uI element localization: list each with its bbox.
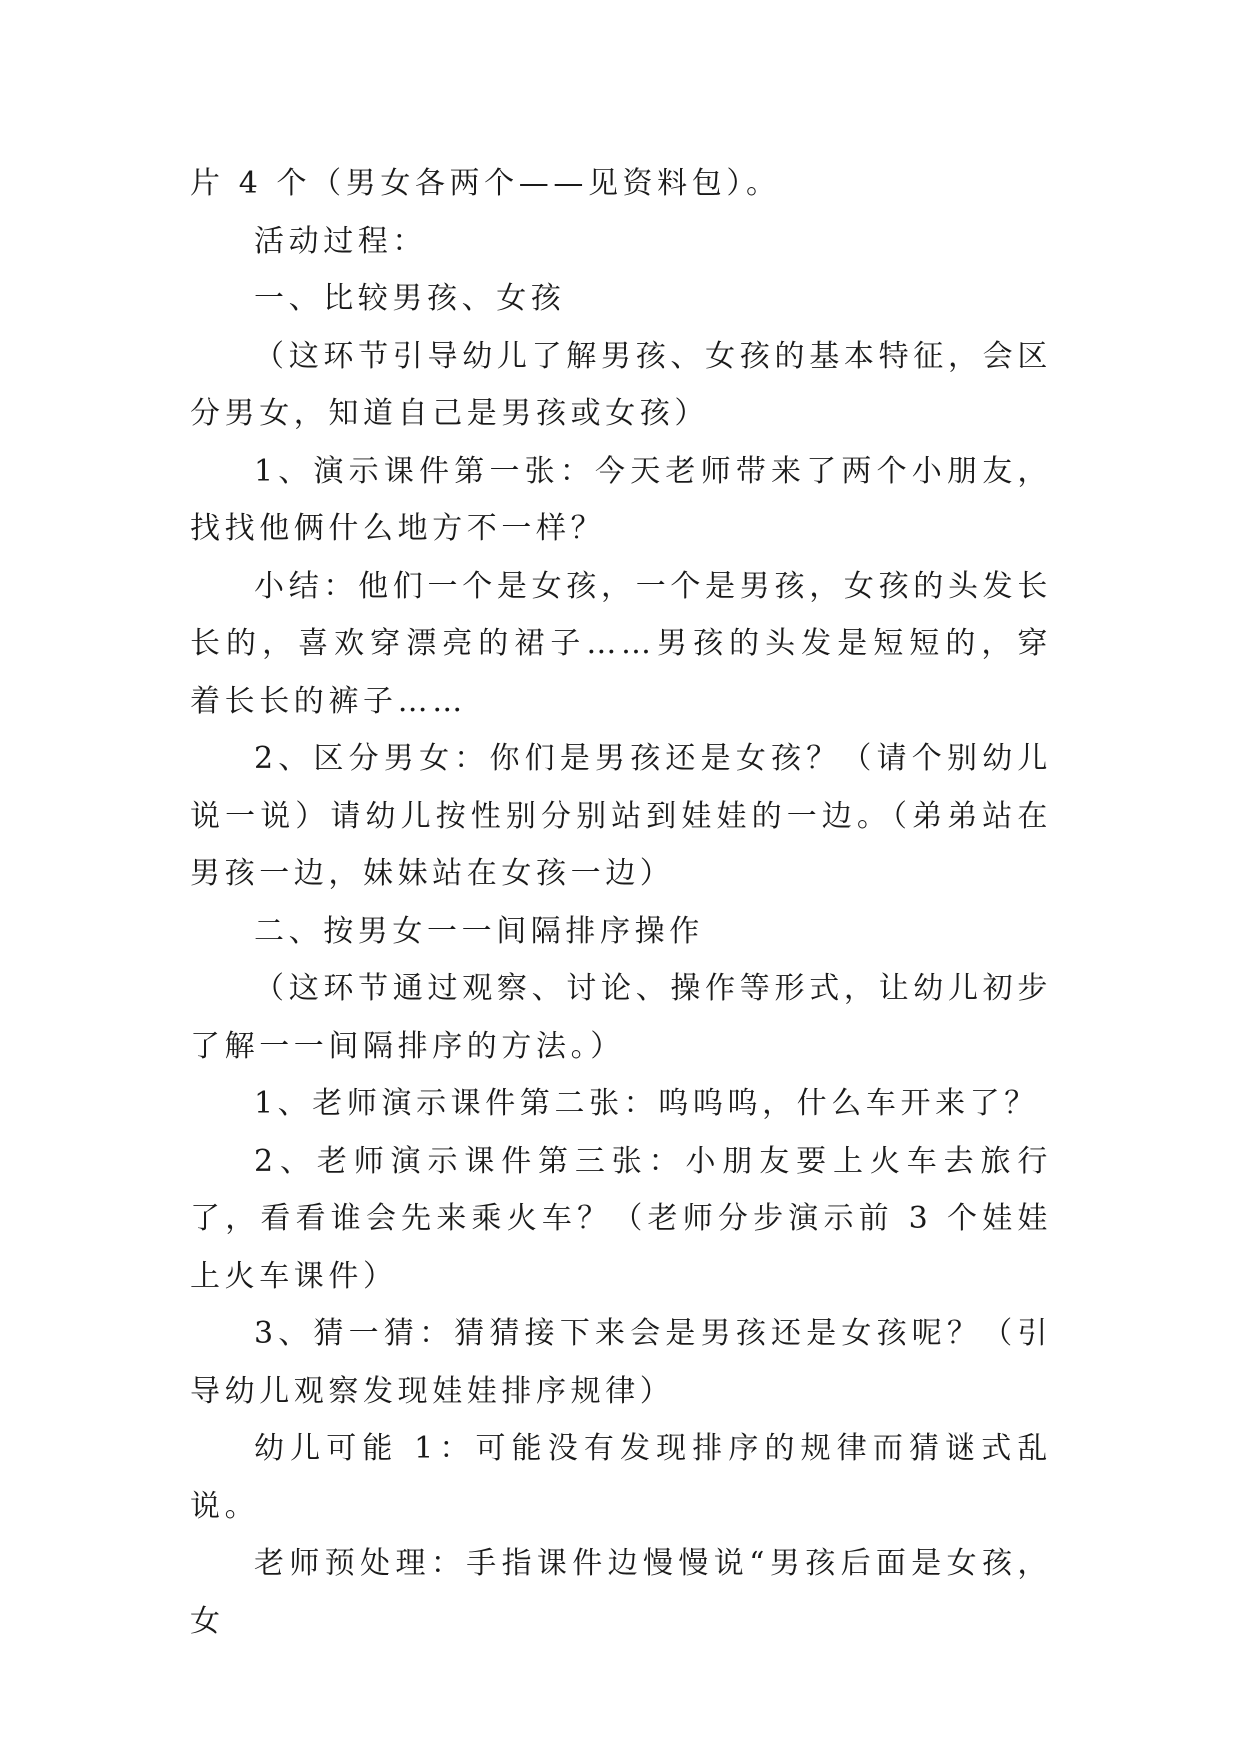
heading-section-two: 二、按男女一一间隔排序操作 [254,913,704,949]
paragraph-demo-slide-3: 2、老师演示课件第三张：小朋友要上火车去旅行了，看看谁会先来乘火车？（老师分步演示前 3 个娃娃上火车课件） [190,1143,1052,1294]
paragraph-section-one-note: （这环节引导幼儿了解男孩、女孩的基本特征，会区分男女，知道自己是男孩或女孩） [190,338,1052,431]
paragraph-demo-slide-2: 1、老师演示课件第二张：呜呜呜，什么车开来了？ [254,1086,1039,1121]
paragraph-teacher-response: 老师预处理：手指课件边慢慢说“男孩后面是女孩，女 [190,1546,1052,1639]
document-body [190,155,1052,1650]
paragraph-step-1: 1、演示课件第一张：今天老师带来了两个小朋友，找找他俩什么地方不一样？ [190,453,1052,546]
paragraph-guess: 3、猜一猜：猜猜接下来会是男孩还是女孩呢？（引导幼儿观察发现娃娃排序规律） [190,1316,1052,1409]
paragraph-possibility-1: 幼儿可能 1：可能没有发现排序的规律而猜谜式乱说。 [190,1431,1052,1524]
paragraph-summary: 小结：他们一个是女孩，一个是男孩，女孩的头发长长的，喜欢穿漂亮的裙子……男孩的头发是短短的，穿着长长的裤子…… [190,568,1052,719]
paragraph-step-2: 2、区分男女：你们是男孩还是女孩？（请个别幼儿说一说）请幼儿按性别分别站到娃娃的一边。（弟弟站在男孩一边，妹妹站在女孩一边） [190,741,1052,891]
heading-section-one: 一、比较男孩、女孩 [254,281,566,316]
paragraph-section-two-note: （这环节通过观察、讨论、操作等形式，让幼儿初步了解一一间隔排序的方法。） [190,971,1052,1064]
paragraph-materials: 片 4 个（男女各两个——见资料包）。 [190,166,781,201]
heading-activity-process: 活动过程： [254,223,427,259]
